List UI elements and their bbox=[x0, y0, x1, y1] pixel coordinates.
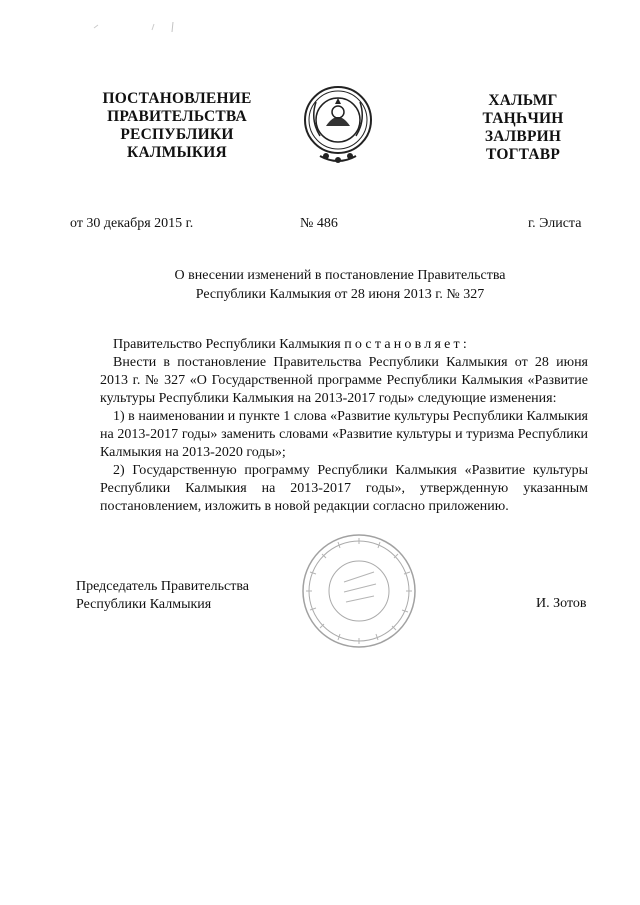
body-paragraph-3: 2) Государственную программу Республики Калмыкия «Развитие культуры Республики Калмыкия на 2013-2017 годы», утвержденную указанным постановлением, изложить в новой редакции согласно приложению. bbox=[100, 463, 588, 514]
header-right-line: ТОГТАВР bbox=[485, 146, 561, 163]
resolves-prefix: Правительство Республики Калмыкия bbox=[113, 337, 341, 352]
kalmykia-coat-of-arms-icon bbox=[302, 82, 374, 166]
document-number: № 486 bbox=[300, 216, 338, 231]
header-right-line: ХАЛЬМГ bbox=[488, 92, 558, 109]
document-body bbox=[100, 336, 588, 516]
signature-position-line: Республики Калмыкия bbox=[76, 597, 212, 612]
header-left-line: РЕСПУБЛИКИ bbox=[120, 126, 234, 143]
document-title-line: О внесении изменений в постановление Правительства bbox=[174, 268, 506, 283]
body-paragraph-2: 1) в наименовании и пункте 1 слова «Развитие культуры Республики Калмыкия на 2013-2017 годы» заменить словами «Развитие культуры и туризма Республики Калмыкия на 2013-2020 годы»; bbox=[100, 409, 588, 460]
document-title-line: Республики Калмыкия от 28 июня 2013 г. № 327 bbox=[195, 287, 485, 302]
resolves-word: постановляет: bbox=[344, 337, 470, 352]
document-date: от 30 декабря 2015 г. bbox=[70, 216, 194, 231]
document-title bbox=[80, 266, 600, 304]
scribble-marks bbox=[92, 20, 182, 34]
header-left-line: ПОСТАНОВЛЕНИЕ bbox=[102, 90, 252, 107]
header-left-line: ПРАВИТЕЛЬСТВА bbox=[107, 108, 247, 125]
header-left-block bbox=[92, 90, 262, 162]
header-right-block bbox=[458, 92, 588, 164]
header-right-line: ЗАЛВРИН bbox=[484, 128, 562, 145]
header-left-line: КАЛМЫКИЯ bbox=[127, 144, 227, 161]
resolves-line bbox=[100, 336, 588, 354]
round-seal-stamp-icon bbox=[300, 532, 418, 650]
signature-position-line: Председатель Правительства bbox=[76, 579, 249, 594]
signature-position bbox=[76, 578, 249, 614]
body-paragraph-1: Внести в постановление Правительства Республики Калмыкия от 28 июня 2013 г. № 327 «О Государственной программе Республики Калмыкия «Развитие культуры Республики Калмыкия на 2013-2017 годы» следующие изменения: bbox=[100, 355, 588, 406]
document-city: г. Элиста bbox=[528, 216, 582, 231]
signature-name: И. Зотов bbox=[536, 596, 587, 611]
header-right-line: ТАҢҺЧИН bbox=[482, 110, 564, 127]
